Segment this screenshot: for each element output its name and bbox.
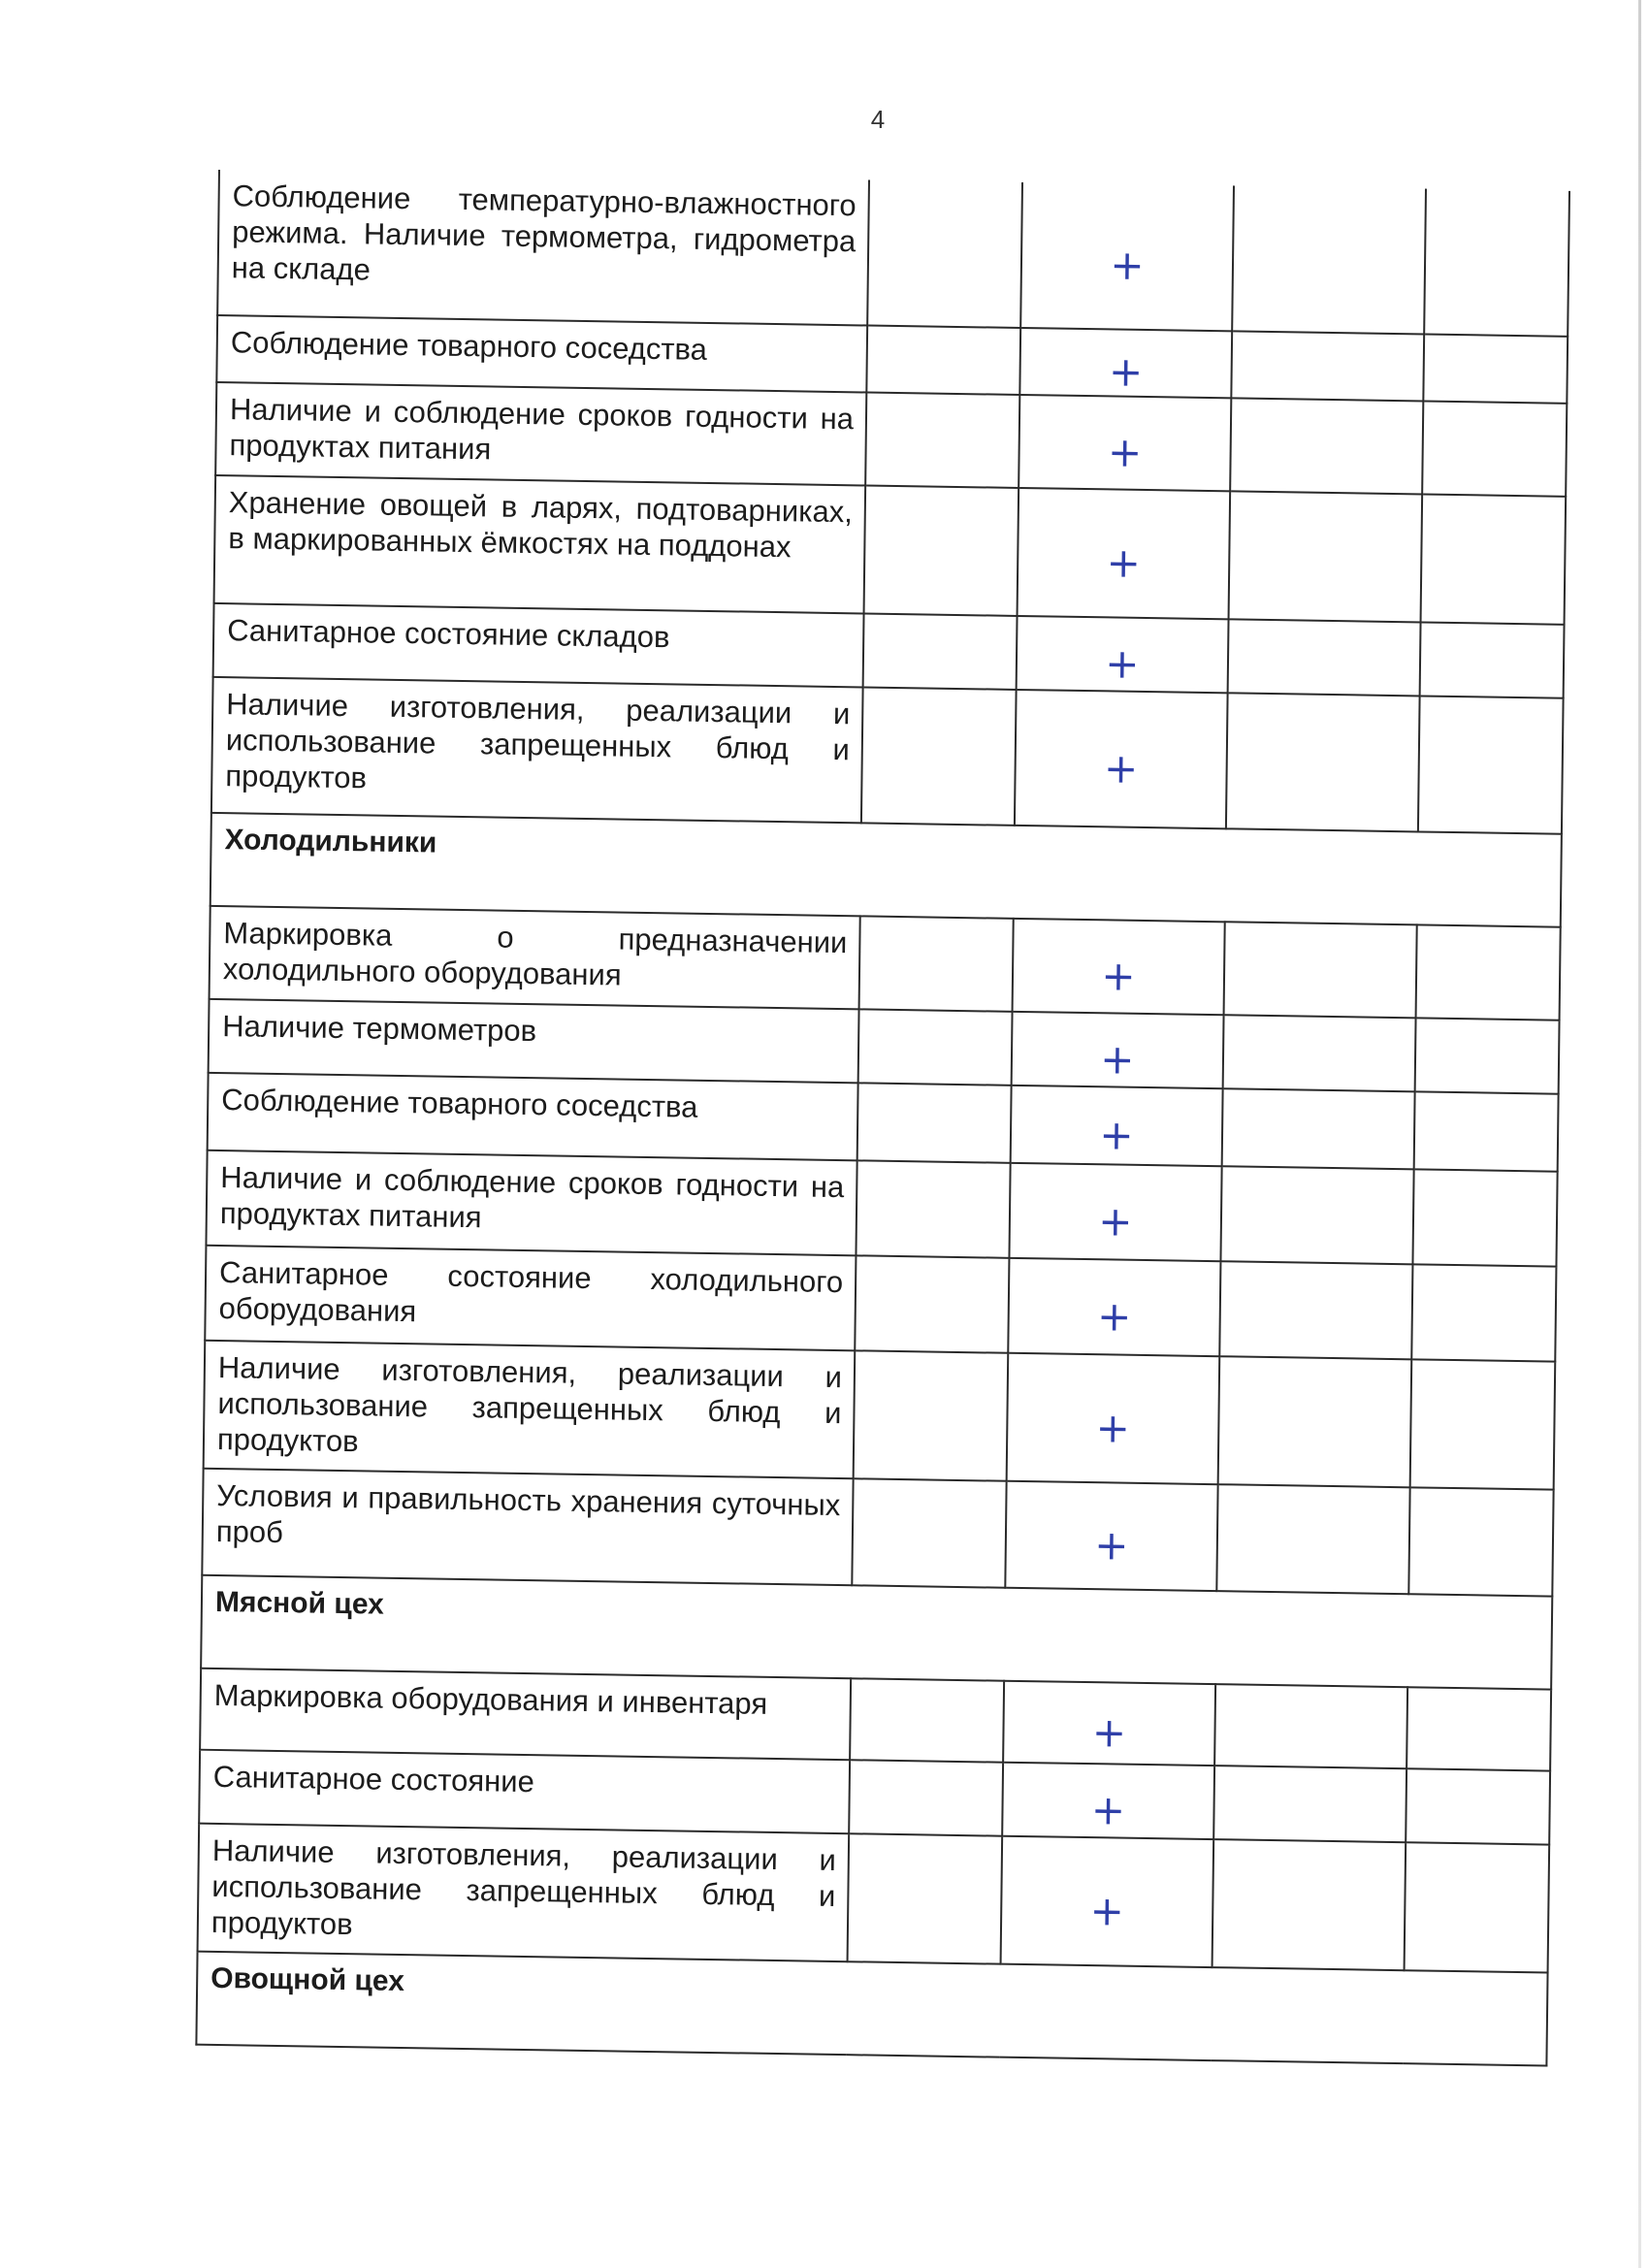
empty-cell bbox=[1418, 696, 1564, 833]
empty-cell bbox=[1223, 1015, 1416, 1091]
section-row bbox=[196, 1952, 1547, 2066]
handwritten-plus-mark: + bbox=[1013, 919, 1225, 1015]
handwritten-plus-mark: + bbox=[1009, 1163, 1221, 1261]
empty-cell bbox=[1218, 1356, 1412, 1487]
criterion-text: Условия и правильность хранения суточных проб bbox=[202, 1469, 853, 1586]
handwritten-plus-mark: + bbox=[1015, 690, 1228, 828]
empty-cell bbox=[1216, 1484, 1409, 1594]
empty-cell bbox=[1421, 494, 1567, 624]
checklist-row bbox=[217, 170, 1569, 337]
empty-cell bbox=[1420, 622, 1565, 697]
empty-cell bbox=[1405, 1842, 1550, 1972]
empty-cell bbox=[852, 1478, 1006, 1587]
criterion-text: Хранение овощей в ларях, подтоварниках, в маркированных ёмкостях на поддонах bbox=[214, 475, 866, 613]
criterion-text: Соблюдение товарного соседства bbox=[216, 315, 867, 393]
empty-cell bbox=[855, 1255, 1009, 1352]
handwritten-plus-mark: + bbox=[1011, 1085, 1223, 1166]
empty-cell bbox=[865, 392, 1019, 487]
checklist-row bbox=[202, 1469, 1553, 1597]
handwritten-plus-mark: + bbox=[1018, 395, 1231, 491]
empty-cell bbox=[848, 1833, 1003, 1963]
empty-cell bbox=[858, 1009, 1013, 1085]
empty-cell bbox=[1411, 1264, 1556, 1361]
criterion-text: Соблюдение товарного соседства bbox=[208, 1073, 858, 1161]
handwritten-plus-mark: + bbox=[1019, 328, 1232, 398]
section-title: Овощной цех bbox=[196, 1952, 1547, 2066]
scan-edge bbox=[1638, 0, 1641, 2268]
checklist-row bbox=[214, 475, 1567, 625]
empty-cell bbox=[1226, 693, 1420, 831]
empty-cell bbox=[1406, 1768, 1550, 1844]
empty-cell bbox=[1406, 1687, 1551, 1770]
section-title: Холодильники bbox=[210, 813, 1562, 927]
checklist-table bbox=[195, 170, 1570, 2067]
criterion-text: Санитарное состояние холодильного оборудования bbox=[205, 1246, 856, 1351]
empty-cell bbox=[1231, 331, 1424, 401]
empty-cell bbox=[861, 687, 1017, 825]
empty-cell bbox=[1219, 1261, 1412, 1359]
checklist-body bbox=[196, 170, 1569, 2065]
section-title: Мясной цех bbox=[201, 1575, 1552, 1690]
empty-cell bbox=[1229, 491, 1423, 622]
checklist-row bbox=[198, 1824, 1550, 1973]
page-number: 4 bbox=[870, 105, 886, 134]
empty-cell bbox=[864, 485, 1019, 615]
criterion-text: Маркировка оборудования и инвентаря bbox=[200, 1669, 851, 1761]
handwritten-plus-mark: + bbox=[1018, 488, 1231, 619]
empty-cell bbox=[1414, 1091, 1559, 1171]
empty-cell bbox=[1224, 922, 1417, 1018]
empty-cell bbox=[1412, 1169, 1557, 1266]
empty-cell bbox=[863, 613, 1018, 689]
criterion-text: Наличие изготовления, реализации и использование запрещенных блюд и продуктов bbox=[204, 1341, 856, 1478]
empty-cell bbox=[1423, 335, 1568, 404]
checklist-row bbox=[211, 677, 1564, 834]
empty-cell bbox=[1416, 924, 1561, 1020]
empty-cell bbox=[850, 1678, 1004, 1762]
empty-cell bbox=[1228, 619, 1421, 696]
empty-cell bbox=[1230, 398, 1423, 494]
criterion-text: Наличие и соблюдение сроков годности на продуктах питания bbox=[206, 1150, 857, 1256]
handwritten-plus-mark: + bbox=[1007, 1353, 1220, 1484]
empty-cell bbox=[856, 1160, 1010, 1257]
empty-cell bbox=[1213, 1766, 1406, 1842]
empty-cell bbox=[866, 326, 1020, 395]
handwritten-plus-mark: + bbox=[1001, 1836, 1214, 1967]
criterion-text: Маркировка о предназначении холодильного оборудования bbox=[210, 906, 860, 1010]
empty-cell bbox=[1408, 1487, 1553, 1596]
checklist-table-wrapper bbox=[194, 170, 1568, 2159]
empty-cell bbox=[859, 916, 1014, 1011]
empty-cell bbox=[854, 1350, 1009, 1480]
criterion-text: Санитарное состояние складов bbox=[213, 603, 864, 688]
empty-cell bbox=[1220, 1166, 1413, 1264]
empty-cell bbox=[1422, 402, 1567, 497]
handwritten-plus-mark: + bbox=[1008, 1258, 1220, 1356]
empty-cell bbox=[1214, 1684, 1407, 1768]
empty-cell bbox=[1212, 1839, 1406, 1970]
empty-cell bbox=[1424, 189, 1569, 337]
empty-cell bbox=[857, 1083, 1012, 1162]
empty-cell bbox=[849, 1760, 1003, 1835]
empty-cell bbox=[1232, 185, 1426, 334]
criterion-text: Наличие изготовления, реализации и использование запрещенных блюд и продуктов bbox=[211, 677, 863, 823]
criterion-text: Соблюдение температурно-влажностного режима. Наличие термометра, гидрометра на складе bbox=[217, 170, 869, 325]
handwritten-plus-mark: + bbox=[1005, 1481, 1217, 1591]
handwritten-plus-mark: + bbox=[1020, 182, 1234, 331]
handwritten-plus-mark: + bbox=[1017, 616, 1229, 693]
criterion-text: Наличие изготовления, реализации и использование запрещенных блюд и продуктов bbox=[198, 1824, 850, 1961]
empty-cell bbox=[1222, 1088, 1415, 1169]
handwritten-plus-mark: + bbox=[1012, 1012, 1224, 1088]
checklist-row bbox=[204, 1341, 1556, 1490]
empty-cell bbox=[1415, 1018, 1560, 1093]
criterion-text: Наличие термометров bbox=[209, 999, 859, 1084]
criterion-text: Наличие и соблюдение сроков годности на продуктах питания bbox=[215, 382, 866, 486]
empty-cell bbox=[1410, 1359, 1556, 1489]
handwritten-plus-mark: + bbox=[1003, 1681, 1215, 1766]
handwritten-plus-mark: + bbox=[1002, 1763, 1214, 1839]
criterion-text: Санитарное состояние bbox=[199, 1750, 850, 1834]
empty-cell bbox=[867, 180, 1022, 328]
